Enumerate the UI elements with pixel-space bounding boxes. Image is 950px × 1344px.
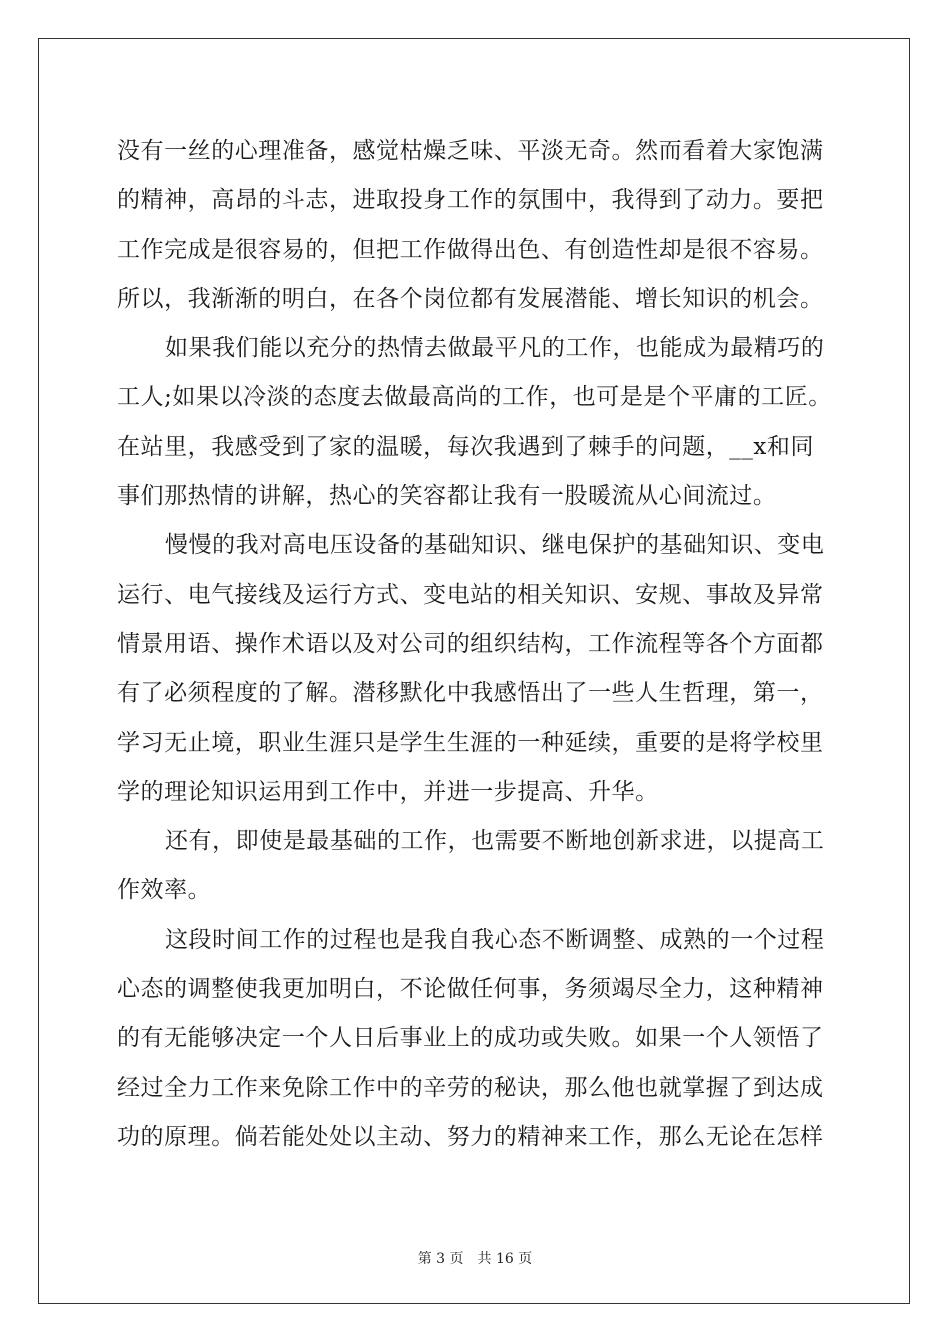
text-line: 所以，我渐渐的明白，在各个岗位都有发展潜能、增长知识的机会。: [117, 285, 824, 312]
text-line: 运行、电气接线及运行方式、变电站的相关知识、安规、事故及异常: [117, 581, 824, 608]
paragraph-first-line: 这段时间工作的过程也是我自我心态不断调整、成熟的一个过程: [165, 926, 825, 953]
text-line: 的有无能够决定一个人日后事业上的成功或失败。如果一个人领悟了: [117, 1025, 824, 1052]
text-line: 学的理论知识运用到工作中，并进一步提高、升华。: [117, 778, 659, 805]
text-line: 学习无止境，职业生涯只是学生生涯的一种延续，重要的是将学校里: [117, 729, 824, 756]
page-footer: [0, 1248, 950, 1268]
text-line: 工人;如果以冷淡的态度去做最高尚的工作，也可是是个平庸的工匠。: [117, 384, 832, 411]
document-body: [117, 127, 833, 1162]
paragraph-first-line: 如果我们能以充分的热情去做最平凡的工作，也能成为最精巧的: [165, 335, 825, 362]
text-line: 在站里，我感受到了家的温暖，每次我遇到了棘手的问题，__x和同: [117, 433, 815, 460]
text-line: 没有一丝的心理准备，感觉枯燥乏味、平淡无奇。然而看着大家饱满: [117, 138, 824, 164]
text-line: 有了必须程度的了解。潜移默化中我感悟出了一些人生哲理，第一，: [117, 680, 824, 707]
paragraph-first-line: 慢慢的我对高电压设备的基础知识、继电保护的基础知识、变电: [165, 532, 825, 559]
text-line: 工作完成是很容易的，但把工作做得出色、有创造性却是很不容易。: [117, 236, 824, 263]
page-total: 共 16 页: [477, 1251, 533, 1267]
page-number: 第 3 页: [417, 1251, 464, 1267]
text-line: 经过全力工作来免除工作中的辛劳的秘诀，那么他也就掌握了到达成: [117, 1074, 824, 1101]
paragraph-first-line: 还有，即使是最基础的工作，也需要不断地创新求进，以提高工: [165, 828, 825, 855]
text-line: 的精神，高昂的斗志，进取投身工作的氛围中，我得到了动力。要把: [117, 187, 824, 214]
text-line: 作效率。: [117, 877, 212, 904]
text-line: 功的原理。倘若能处处以主动、努力的精神来工作，那么无论在怎样: [117, 1123, 824, 1150]
text-line: 心态的调整使我更加明白，不论做任何事，务须竭尽全力，这种精神: [117, 976, 824, 1003]
text-line: 情景用语、操作术语以及对公司的组织结构，工作流程等各个方面都: [117, 630, 824, 657]
text-line: 事们那热情的讲解，热心的笑容都让我有一股暖流从心间流过。: [117, 483, 777, 510]
